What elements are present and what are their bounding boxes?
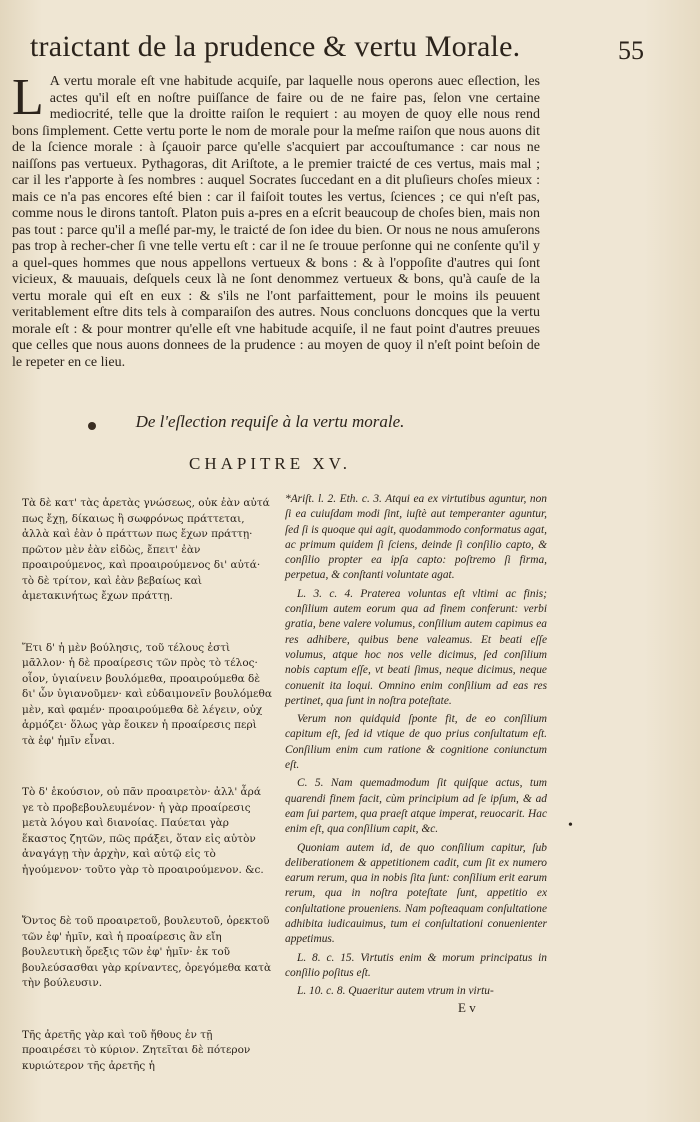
section-heading: De l'eſlection requiſe à la vertu morale. — [135, 412, 405, 431]
latin-note: Quoniam autem id, de quo conſilium capitur, ſub deliberationem & appetitionem cadit, cum ſit ex numero earum rerum, qua in nobis ſita ſunt: conſilium erit earum rerum, qua in noſtra poteſtate ſunt, appetitio ex conſultatione proueniens. Nam poſteaquam conſultatione adhibita iudicauimus, tum ei conſultationi conuenienter appetimus. — [285, 841, 547, 946]
latin-note: L. 10. c. 8. Quaeritur autem vtrum in virtu- — [297, 985, 494, 998]
latin-note: L. 3. c. 4. Praterea voluntas eſt vltimi ac finis; conſilium autem eorum qua ad finem conferunt: verbi gratia, bene valere volumus, conſilium autem capimus ea res adhibere, quibus bene valeamus. Et beati eſſe volumus, atque hoc nos velle dicimus, ſed conſilium nobis captum eſſe, vt beati ſimus, neque dicimus, neque conuenit ita loqui. Omnino enim conſilium ad eas res pertinet, qua ſunt in noſtra poteſtate. — [285, 587, 547, 707]
greek-note: Ὄντος δὲ τοῦ προαιρετοῦ, βουλευτοῦ, ὀρεκτοῦ τῶν ἐφ' ἡμῖν, καὶ ἡ προαίρεσις ἂν εἴη βουλευτικὴ ὄρεξις τῶν ἐφ' ἡμῖν· ἐκ τοῦ βουλεύσασθαι γὰρ κρίναντες, ὀρεγόμεθα κατὰ τὴν βούλευσιν. — [22, 915, 272, 989]
greek-note: Τῆς ἀρετῆς γὰρ καὶ τοῦ ἤθους ἐν τῇ προαιρέσει τὸ κύριον. Ζητεῖται δὲ πότερον κυριώτερον τῆς ἀρετῆς ἡ — [22, 1028, 251, 1072]
running-title: traictant de la prudence & vertu Morale. — [30, 30, 521, 63]
intro-text: A vertu morale eſt vne habitude acquiſe, par laquelle nous operons auec eſlection, les actes qu'il eſt en noſtre puiſſance de faire ou de ne faire pas, ſelon vne certaine mediocrité, telle que la droitte raiſon le requiert : au moyen de quoy elle nous rend bons ſimplement. Cette vertu porte le nom de morale pour la meſme raiſon que nous auons dit de la ſcience morale : à ſçauoir parce qu'elle s'acquiert par accouſtumance : car nous ne naiſſons pas vertueux. Pythagoras, dit Ariſtote, a le premier traicté de ces vertus, mais mal ; car il les r'apporte à ſes nombres : auquel Socrates ſuccedant en a dit pluſieurs choſes mieux : mais ce n'a pas encores eſté bien : car il faiſoit toutes les vertus, ſciences ; ce qui n'eſt pas, comme nous le dirons tantoſt. Platon puis a-pres en a eſcrit beaucoup de choſes bien, mais non pas tout : parce qu'il a meſlé par-my, le traicté de ſon idee du bien. Or nous ne nous amuſerons pas trop à recher-cher ſi vne telle vertu eſt : car il ne ſe trouue perſonne qui ne conſente qu'il y a quel-ques hommes que nous appellons vertueux & bons : & à l'oppoſite d'autres qui ſont vicieux, & mauuais, deſquels ceux là ne ſont denommez vertueux & bons, qu'à cauſe de la vertu morale qui eſt en eux : & s'ils ne l'ont parfaittement, pour le moins ils peuuent veritablement eſtre dits tels à comparaiſon des autres. Nous concluons doncques que la vertu morale eſt : & pour montrer qu'elle eſt vne habitude acquiſe, il ne faut point d'autres preuues que celles que nous auons donnees de la prudence : au moyen de quoy il n'eſt point beſoin de le repeter en ce lieu. — [12, 74, 540, 370]
catchword: E v — [458, 1000, 476, 1015]
latin-note: C. 5. Nam quemadmodum ſit quiſque actus, tum quarendi finem facit, cùm principium ad ſe ipſum, & ad eam ſui partem, qua praeſt atque imperat, reuocarit. Hac enim eſt, qua conſilium capit, &c. — [285, 777, 547, 836]
latin-note: Verum non quidquid ſponte fit, de eo conſilium capitum eſt, ſed id vtique de quo prius conſultatum eſt. Conſilium enim cum ratione & cognitione coniunctum eſt. — [285, 713, 547, 772]
page-number: 55 — [618, 36, 644, 65]
intro-paragraph — [12, 69, 540, 371]
greek-note: Ἔτι δ' ἡ μὲν βούλησις, τοῦ τέλους ἐστὶ μᾶλλον· ἡ δὲ προαίρεσις τῶν πρὸς τὸ τέλος· οἷον, ὑγιαίνειν βουλόμεθα, προαιρούμεθα δὲ δι' ὧν ὑγιανοῦμεν· καὶ εὐδαιμονεῖν βουλόμεθα μὲν, καὶ φαμέν· προαιρούμεθα δὲ λέγειν, οὐχ ἁρμόζει· ὅλως γὰρ ἔοικεν ἡ προαίρεσις περὶ τὰ ἐφ' ἡμῖν εἶναι. — [22, 641, 272, 747]
greek-notes-column — [22, 496, 272, 1110]
drop-cap: L — [12, 69, 44, 126]
chapter-heading: CHAPITRE XV. — [189, 454, 351, 473]
margin-mark: • — [568, 818, 573, 833]
latin-notes-column — [285, 492, 547, 1003]
greek-note: Τὸ δ' ἑκούσιον, οὐ πᾶν προαιρετὸν· ἀλλ' ἆρά γε τὸ προβεβουλευμένον· ἡ γὰρ προαίρεσις μετὰ λόγου καὶ διανοίας. Παύεται γὰρ ἕκαστος ζητῶν, πῶς πράξει, ὅταν εἰς αὑτὸν ἀναγάγῃ τὴν ἀρχὴν, καὶ αὑτῷ εἰς τὸ ἡγούμενον· τοῦτο γὰρ τὸ προαιρούμενον. &c. — [22, 786, 264, 876]
greek-note: Τὰ δὲ κατ' τὰς ἀρετὰς γνώσεως, οὐκ ἐὰν αὐτά πως ἔχῃ, δίκαιως ἢ σωφρόνως πράττεται, ἀλλὰ καὶ ἐὰν ὁ πράττων πως ἔχων πράττῃ· πρῶτον μὲν ἐὰν εἰδὼς, ἔπειτ' ἐὰν προαιρούμενος, καὶ προαιρούμενος δι' αὐτά· τὸ δὲ τρίτον, καὶ ἐὰν βεβαίως καὶ ἀμετακινήτως ἔχων πράττῃ. — [22, 497, 270, 602]
latin-note: *Ariſt. l. 2. Eth. c. 3. Atqui ea ex virtutibus aguntur, non ſi ea cuiuſdam modi ſint, iuſtè aut temperanter aguntur, ſed ſi is quoque qui agit, quodammodo conformatus agat, ac primum quidem ſi ſciens, deinde ſi conſilio capto, & conſilio propter ea ipſa capto: poſtremo ſi firma, perpetua, & conſtanti voluntate agat. — [285, 493, 547, 582]
latin-note: L. 8. c. 15. Virtutis enim & morum principatus in conſilio poſitus eſt. — [285, 951, 547, 979]
